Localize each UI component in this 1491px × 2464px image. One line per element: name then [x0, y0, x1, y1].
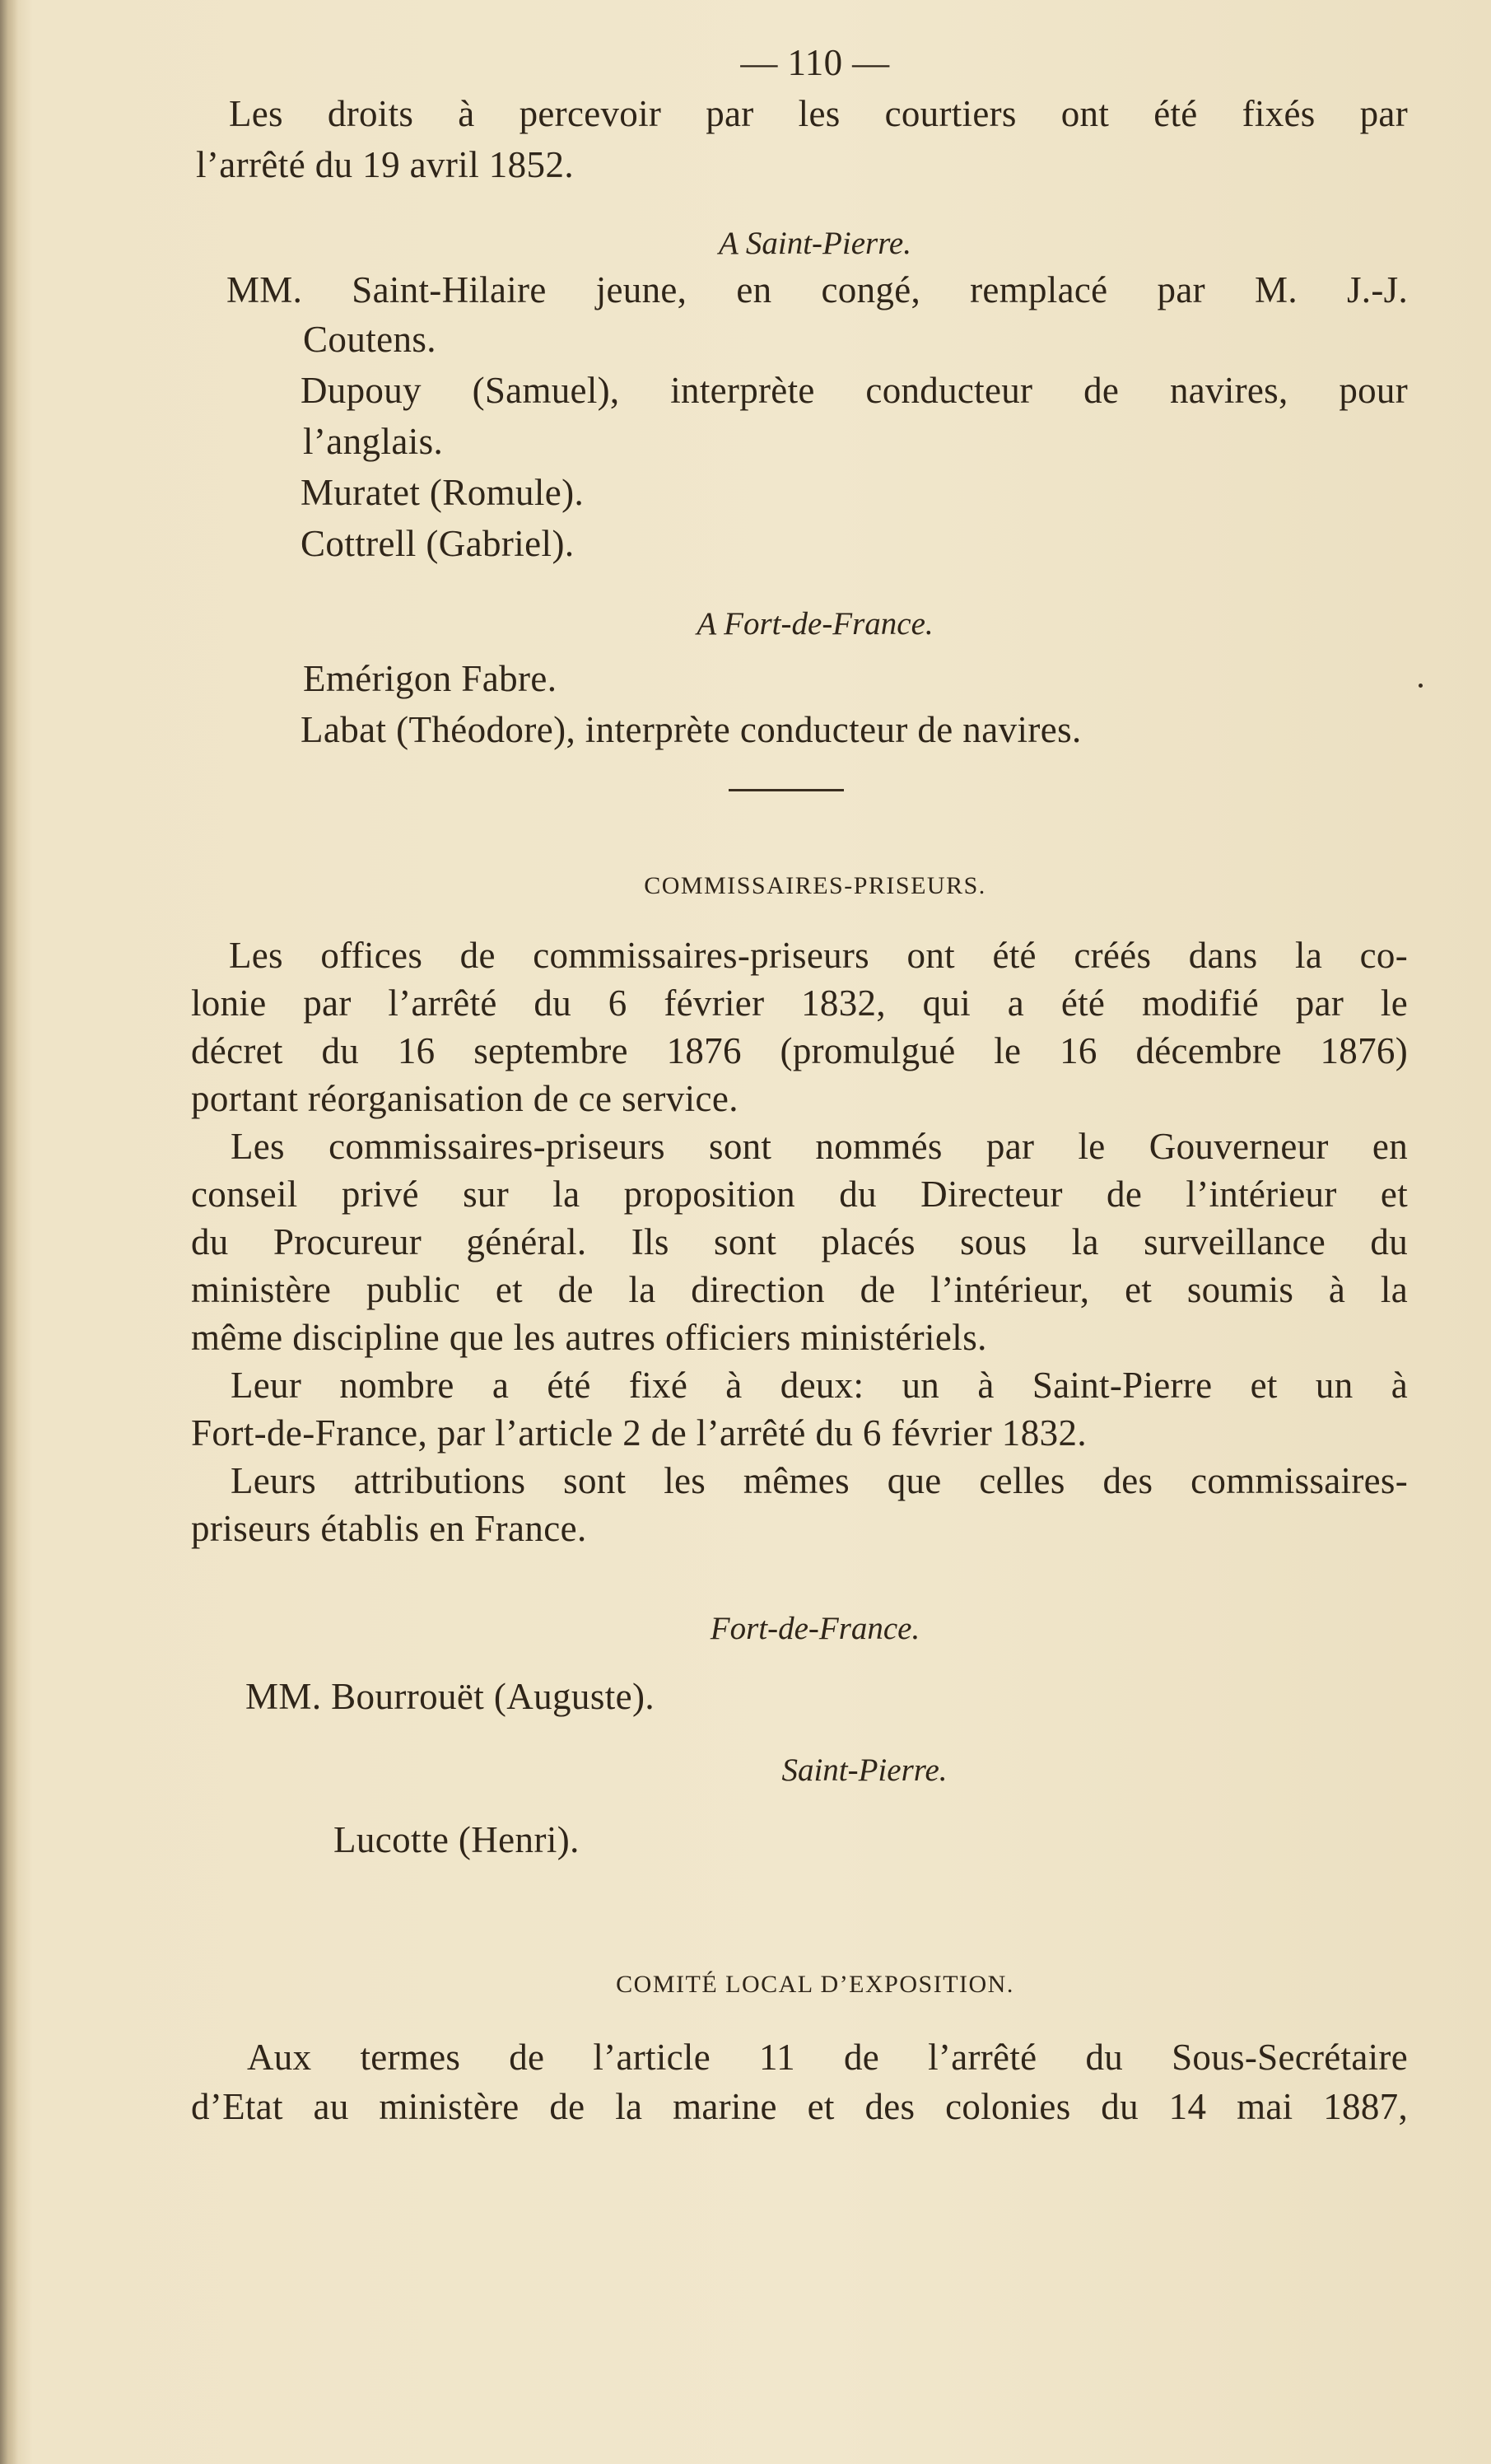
commissaires-p1-line-4: portant réorganisation de ce service. [191, 1078, 739, 1119]
commissaires-p2-line-1: Les commissaires-priseurs sont nommés par le Gouverneur en [231, 1126, 1408, 1167]
saint-pierre-entry-2: Coutens. [303, 319, 436, 360]
commissaires-p1-line-3: décret du 16 septembre 1876 (promulgué le 16 décembre 1876) [191, 1030, 1408, 1071]
commissaires-p3-line-2: Fort-de-France, par l’article 2 de l’arrêté du 6 février 1832. [191, 1412, 1088, 1454]
page-binding-shadow [0, 0, 18, 2464]
comite-line-1: Aux termes de l’article 11 de l’arrêté du Sous-Secrétaire [247, 2037, 1408, 2078]
saint-pierre-entry-1: MM. Saint-Hilaire jeune, en congé, remplacé par M. J.-J. [226, 269, 1408, 310]
saint-pierre-entry-3: Dupouy (Samuel), interprète conducteur de navires, pour [301, 370, 1408, 411]
commissaires-p3-line-1: Leur nombre a été fixé à deux: un à Saint-Pierre et un à [231, 1365, 1408, 1406]
comite-line-2: d’Etat au ministère de la marine et des colonies du 14 mai 1887, [191, 2086, 1408, 2127]
section-divider [729, 789, 844, 791]
commissaires-p2-line-5: même discipline que les autres officiers ministériels. [191, 1317, 987, 1358]
commissaires-fort-de-france-entry: MM. Bourrouët (Auguste). [245, 1676, 655, 1717]
saint-pierre-entry-5: Muratet (Romule). [301, 472, 585, 513]
page-number: — 110 — [740, 42, 890, 83]
commissaires-p4-line-2: priseurs établis en France. [191, 1508, 587, 1549]
fort-de-france-entry-2: Labat (Théodore), interprète conducteur de navires. [301, 709, 1082, 750]
commissaires-saint-pierre-entry: Lucotte (Henri). [333, 1819, 580, 1860]
commissaires-saint-pierre-heading: Saint-Pierre. [781, 1752, 948, 1788]
ink-speck [1419, 684, 1423, 688]
saint-pierre-entry-6: Cottrell (Gabriel). [301, 523, 575, 564]
commissaires-p2-line-3: du Procureur général. Ils sont placés sous la surveillance du [191, 1221, 1408, 1262]
commissaires-p1-line-2: lonie par l’arrêté du 6 février 1832, qui a été modifié par le [191, 982, 1408, 1024]
saint-pierre-entry-4: l’anglais. [303, 421, 444, 462]
commissaires-p2-line-2: conseil privé sur la proposition du Directeur de l’intérieur et [191, 1174, 1408, 1215]
fort-de-france-entry-1: Emérigon Fabre. [303, 658, 557, 699]
commissaires-heading: COMMISSAIRES-PRISEURS. [644, 872, 986, 899]
commissaires-p4-line-1: Leurs attributions sont les mêmes que celles des commissaires- [231, 1460, 1408, 1501]
commissaires-p2-line-4: ministère public et de la direction de l’intérieur, et soumis à la [191, 1269, 1408, 1310]
saint-pierre-heading: A Saint-Pierre. [719, 226, 911, 261]
commissaires-fort-de-france-heading: Fort-de-France. [710, 1611, 920, 1646]
fort-de-france-heading: A Fort-de-France. [697, 606, 934, 642]
comite-heading: COMITÉ LOCAL D’EXPOSITION. [616, 1971, 1014, 1998]
courtiers-line-1: Les droits à percevoir par les courtiers ont été fixés par [229, 93, 1408, 134]
commissaires-p1-line-1: Les offices de commissaires-priseurs ont été créés dans la co- [229, 935, 1408, 976]
courtiers-line-2: l’arrêté du 19 avril 1852. [196, 144, 574, 185]
